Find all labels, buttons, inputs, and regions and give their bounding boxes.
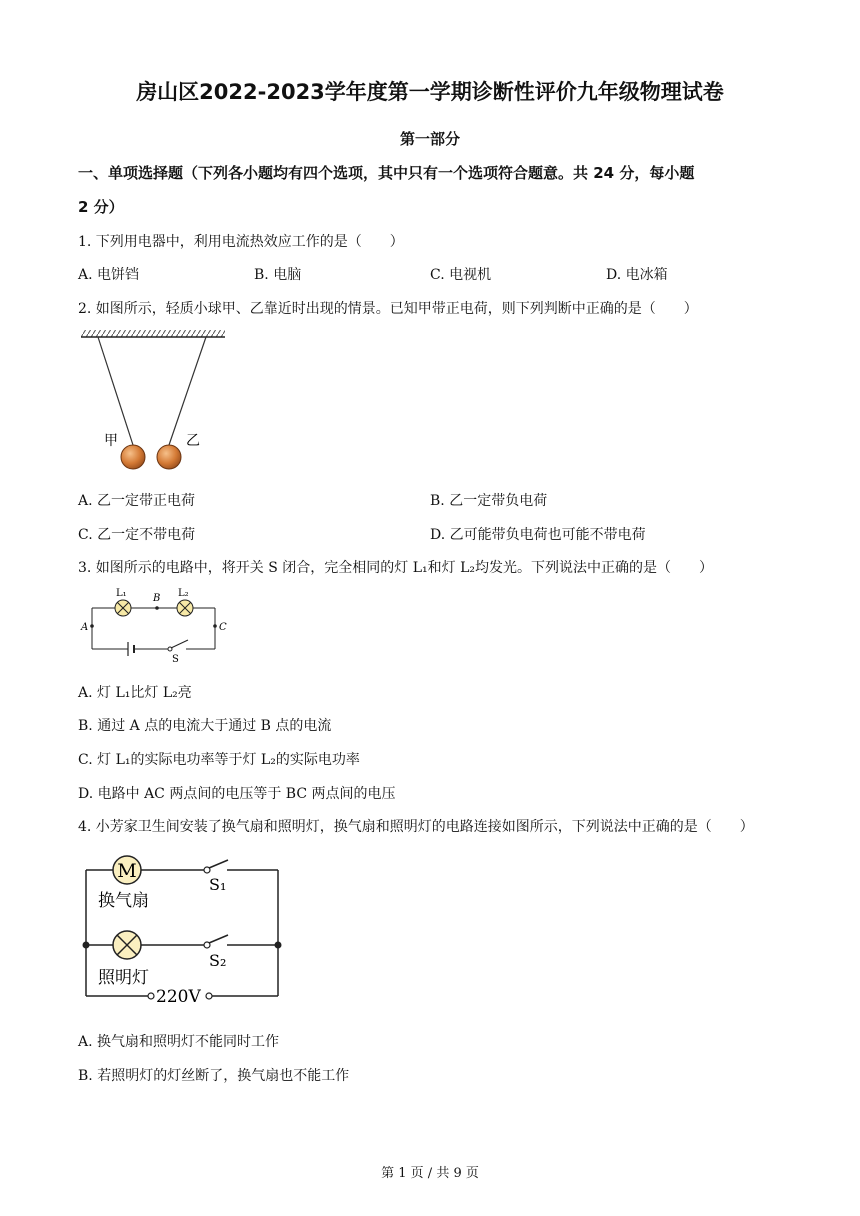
junction-right [275,942,282,949]
thread-b [169,337,206,445]
label-l2: L₂ [178,588,189,599]
question-3-option-a: A. 灯 L₁比灯 L₂亮 [78,685,192,701]
label-fan: 换气扇 [98,891,149,911]
question-3-figure-circuit [78,584,238,664]
label-c: C [219,622,227,633]
question-2-option-a: A. 乙一定带正电荷 [78,493,196,509]
question-2-option-d: D. 乙可能带负电荷也可能不带电荷 [430,527,646,543]
lamp-l1 [115,600,131,616]
question-3-option-b: B. 通过 A 点的电流大于通过 B 点的电流 [78,718,332,734]
point-a-dot [90,624,94,628]
question-4-figure-circuit [78,850,293,1010]
label-voltage: 220V [156,987,201,1007]
lamp-icon [113,931,141,959]
page-footer: 第 1 页 / 共 9 页 [381,1166,479,1181]
question-2-option-b: B. 乙一定带负电荷 [430,493,548,509]
question-3-option-c: C. 灯 L₁的实际电功率等于灯 L₂的实际电功率 [78,752,360,768]
question-3-option-d: D. 电路中 AC 两点间的电压等于 BC 两点间的电压 [78,786,396,802]
thread-a [98,337,133,445]
label-a: A [81,622,89,633]
switch-s1-blade [209,860,228,868]
motor-label: M [117,860,137,882]
label-s2: S₂ [209,951,227,970]
question-2-figure-pendulum [78,326,228,478]
page-title: 房山区2022-2023学年度第一学期诊断性评价九年级物理试卷 [136,80,724,104]
ceiling-hatch [81,330,225,337]
question-1-stem: 1. 下列用电器中，利用电流热效应工作的是（ ） [78,234,404,250]
terminal-right [206,993,212,999]
part-heading: 第一部分 [399,130,460,148]
point-b-dot [155,606,159,610]
terminal-left [148,993,154,999]
question-4-stem: 4. 小芳家卫生间安装了换气扇和照明灯，换气扇和照明灯的电路连接如图所示，下列说法中正确的是（ ） [78,819,754,835]
question-2-stem: 2. 如图所示，轻质小球甲、乙靠近时出现的情景。已知甲带正电荷，则下列判断中正确的是（ ） [78,301,698,317]
label-s1: S₁ [209,875,227,894]
lamp-l2 [177,600,193,616]
question-3-stem: 3. 如图所示的电路中，将开关 S 闭合，完全相同的灯 L₁和灯 L₂均发光。下列说法中正确的是（ ） [78,560,714,576]
section-heading-line1: 一、单项选择题（下列各小题均有四个选项，其中只有一个选项符合题意。共 24 分，每小题 [78,164,695,182]
switch-blade [171,640,188,648]
ball-a [121,445,145,469]
question-4-option-a: A. 换气扇和照明灯不能同时工作 [78,1034,280,1050]
label-yi: 乙 [186,433,200,449]
label-b: B [153,593,161,604]
question-1-option-d: D. 电冰箱 [606,267,668,283]
label-l1: L₁ [116,588,127,599]
motor-m [113,856,141,884]
section-heading-line2: 2 分） [78,198,124,216]
point-c-dot [213,624,217,628]
ball-b [157,445,181,469]
question-4-option-b: B. 若照明灯的灯丝断了，换气扇也不能工作 [78,1068,350,1084]
question-1-option-a: A. 电饼铛 [78,267,140,283]
question-1-option-b: B. 电脑 [254,267,302,283]
switch-s2-blade [209,935,228,943]
label-jia: 甲 [104,433,118,449]
label-lamp: 照明灯 [98,968,149,988]
label-s: S [172,654,179,664]
junction-left [83,942,90,949]
question-1-option-c: C. 电视机 [430,267,492,283]
question-2-option-c: C. 乙一定不带电荷 [78,527,196,543]
